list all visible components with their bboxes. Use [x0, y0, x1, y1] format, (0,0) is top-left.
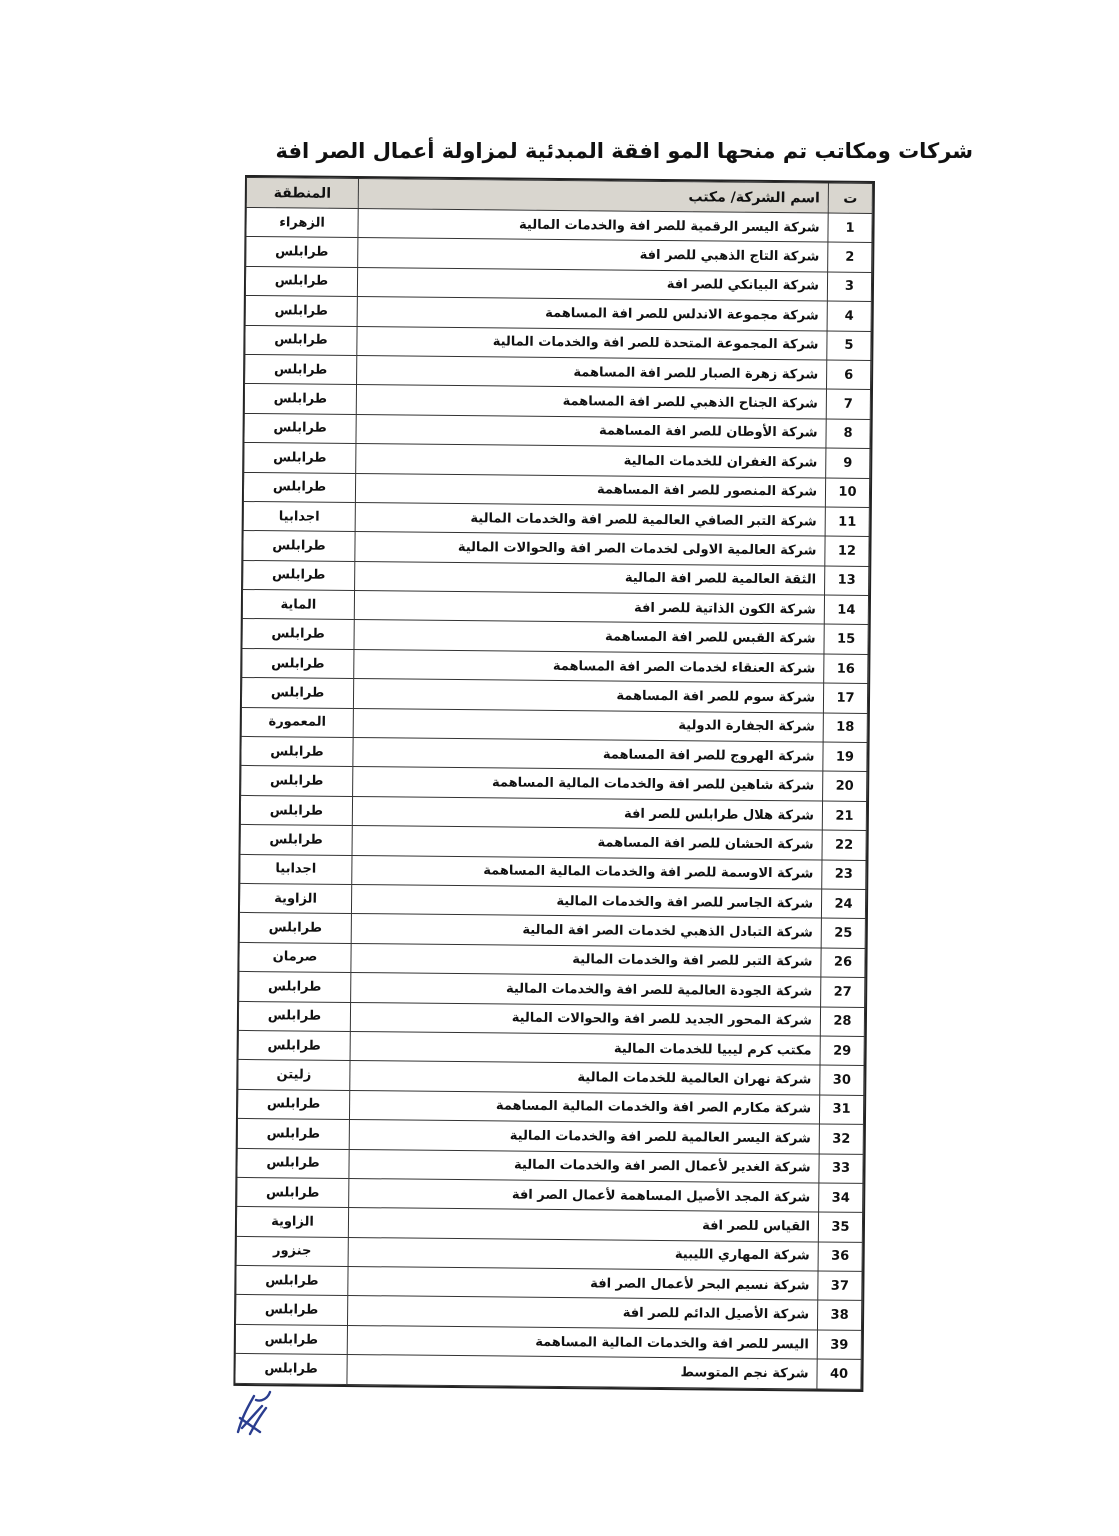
companies-table-frame: [233, 175, 875, 1392]
row-number: 10: [825, 478, 869, 508]
header-company-name: اسم الشركة/ مكتب: [358, 179, 828, 214]
region-name: طرابلس: [238, 1030, 350, 1060]
company-name: شركة مكارم الصر افة والخدمات المالية المساهمة: [349, 1090, 819, 1124]
row-number: 26: [821, 948, 865, 978]
row-number: 5: [827, 331, 871, 361]
row-number: 17: [823, 683, 867, 713]
signature-mark: [232, 1388, 274, 1438]
row-number: 9: [826, 448, 870, 478]
region-name: طرابلس: [235, 1295, 347, 1325]
company-name: شركة نهران العالمية للخدمات المالية: [350, 1061, 820, 1095]
row-number: 21: [822, 801, 866, 831]
company-name: شركة هلال طرابلس للصر افة: [352, 796, 822, 830]
table-body: [235, 207, 872, 1389]
company-name: شركة الجناح الذهبي للصر افة المساهمة: [356, 385, 826, 419]
region-name: الماية: [242, 590, 354, 620]
header-number: ت: [828, 183, 872, 213]
region-name: طرابلس: [237, 1148, 349, 1178]
row-number: 24: [821, 889, 865, 919]
company-name: شركة التبر للصر افة والخدمات المالية: [351, 943, 821, 977]
region-name: طرابلس: [245, 266, 357, 296]
row-number: 30: [820, 1065, 864, 1095]
region-name: طرابلس: [243, 531, 355, 561]
companies-table: [234, 177, 873, 1390]
page-title: شركات ومكاتب تم منحها المو افقة المبدئية لمزاولة أعمال الصر افة: [275, 139, 973, 163]
row-number: 36: [818, 1242, 862, 1272]
region-name: زليتن: [238, 1060, 350, 1090]
region-name: طرابلس: [239, 972, 351, 1002]
region-name: اجدابيا: [240, 854, 352, 884]
region-name: طرابلس: [241, 736, 353, 766]
company-name: شركة التاج الذهبي للصر افة: [358, 238, 828, 272]
company-name: شركة القبس للصر افة المساهمة: [354, 620, 824, 654]
region-name: طرابلس: [235, 1324, 347, 1354]
row-number: 11: [825, 507, 869, 537]
company-name: شركة المجد الأصيل المساهمة لأعمال الصر افة: [349, 1178, 819, 1212]
region-name: طرابلس: [245, 354, 357, 384]
company-name: القياس للصر افة: [348, 1208, 818, 1242]
region-name: الزاوية: [239, 883, 351, 913]
row-number: 4: [827, 301, 871, 331]
company-name: شركة زهرة الصبار للصر افة المساهمة: [357, 355, 827, 389]
region-name: طرابلس: [244, 413, 356, 443]
company-name: اليسر للصر افة والخدمات المالية المساهمة: [347, 1325, 817, 1359]
header-region: المنطقة: [246, 177, 358, 208]
company-name: شركة المحور الجديد للصر افة والحوالات المالية: [350, 1002, 820, 1036]
company-name: شركة الهروج للصر افة المساهمة: [353, 738, 823, 772]
company-name: شركة الحشان للصر افة المساهمة: [352, 826, 822, 860]
company-name: مكتب كرم ليبيا للخدمات المالية: [350, 1031, 820, 1065]
company-name: شركة المنصور للصر افة المساهمة: [355, 473, 825, 507]
company-name: الثقة العالمية للصر افة المالية: [355, 561, 825, 595]
row-number: 12: [825, 536, 869, 566]
company-name: شركة الجاسر للصر افة والخدمات المالية: [351, 884, 821, 918]
row-number: 7: [826, 389, 870, 419]
row-number: 40: [817, 1359, 861, 1389]
region-name: الزاوية: [236, 1207, 348, 1237]
company-name: شركة الجودة العالمية للصر افة والخدمات المالية: [351, 973, 821, 1007]
region-name: صرمان: [239, 942, 351, 972]
row-number: 2: [828, 242, 872, 272]
region-name: طرابلس: [242, 619, 354, 649]
row-number: 33: [819, 1154, 863, 1184]
region-name: جنزور: [236, 1236, 348, 1266]
company-name: شركة الكون الذاتية للصر افة: [354, 591, 824, 625]
company-name: شركة الاوسمة للصر افة والخدمات المالية المساهمة: [352, 855, 822, 889]
company-name: شركة المهاري الليبية: [348, 1237, 818, 1271]
region-name: طرابلس: [235, 1354, 347, 1384]
company-name: شركة نسيم البحر لأعمال الصر افة: [348, 1267, 818, 1301]
company-name: شركة التبر الصافي العالمية للصر افة والخدمات المالية: [355, 502, 825, 536]
company-name: شركة اليسر الرقمية للصر افة والخدمات المالية: [358, 209, 828, 243]
company-name: شركة التبادل الذهبي لخدمات الصر افة المالية: [351, 914, 821, 948]
company-name: شركة نجم المتوسط: [347, 1355, 817, 1389]
region-name: طرابلس: [237, 1089, 349, 1119]
region-name: طرابلس: [238, 1001, 350, 1031]
company-name: شركة الأصيل الدائم للصر افة: [347, 1296, 817, 1330]
region-name: طرابلس: [237, 1119, 349, 1149]
row-number: 28: [820, 1007, 864, 1037]
region-name: طرابلس: [240, 795, 352, 825]
region-name: طرابلس: [244, 384, 356, 414]
company-name: شركة الأوطان للصر افة المساهمة: [356, 414, 826, 448]
company-name: شركة البيانكي للصر افة: [357, 267, 827, 301]
row-number: 8: [826, 419, 870, 449]
region-name: طرابلس: [245, 325, 357, 355]
region-name: طرابلس: [241, 766, 353, 796]
company-name: شركة شاهين للصر افة والخدمات المالية المساهمة: [353, 767, 823, 801]
region-name: طرابلس: [243, 560, 355, 590]
row-number: 22: [822, 830, 866, 860]
company-name: شركة الغفران للخدمات المالية: [356, 444, 826, 478]
row-number: 3: [827, 272, 871, 302]
row-number: 34: [819, 1183, 863, 1213]
row-number: 35: [818, 1212, 862, 1242]
company-name: شركة العنقاء لخدمات الصر افة المساهمة: [354, 649, 824, 683]
region-name: طرابلس: [241, 678, 353, 708]
company-name: شركة الغدير لأعمال الصر افة والخدمات المالية: [349, 1149, 819, 1183]
region-name: طرابلس: [239, 913, 351, 943]
row-number: 25: [821, 918, 865, 948]
row-number: 32: [819, 1124, 863, 1154]
region-name: طرابلس: [246, 237, 358, 267]
row-number: 38: [817, 1300, 861, 1330]
row-number: 20: [823, 771, 867, 801]
row-number: 13: [825, 566, 869, 596]
region-name: طرابلس: [236, 1265, 348, 1295]
row-number: 14: [824, 595, 868, 625]
row-number: 16: [824, 654, 868, 684]
row-number: 15: [824, 625, 868, 655]
region-name: طرابلس: [240, 825, 352, 855]
region-name: طرابلس: [243, 472, 355, 502]
region-name: اجدابيا: [243, 501, 355, 531]
company-name: شركة سوم للصر افة المساهمة: [353, 679, 823, 713]
region-name: طرابلس: [244, 443, 356, 473]
row-number: 19: [823, 742, 867, 772]
region-name: طرابلس: [242, 648, 354, 678]
row-number: 37: [818, 1271, 862, 1301]
row-number: 18: [823, 713, 867, 743]
row-number: 23: [822, 860, 866, 890]
company-name: شركة مجموعة الاندلس للصر افة المساهمة: [357, 297, 827, 331]
row-number: 39: [817, 1330, 861, 1360]
table-row: [235, 1354, 861, 1389]
region-name: المعمورة: [241, 707, 353, 737]
row-number: 29: [820, 1036, 864, 1066]
row-number: 27: [821, 977, 865, 1007]
row-number: 1: [828, 213, 872, 243]
region-name: طرابلس: [245, 296, 357, 326]
company-name: شركة الجفارة الدولية: [353, 708, 823, 742]
company-name: شركة العالمية الاولى لخدمات الصر افة والحوالات المالية: [355, 532, 825, 566]
row-number: 31: [819, 1095, 863, 1125]
company-name: شركة اليسر العالمية للصر افة والخدمات المالية: [349, 1120, 819, 1154]
region-name: طرابلس: [237, 1177, 349, 1207]
row-number: 6: [826, 360, 870, 390]
region-name: الزهراء: [246, 207, 358, 237]
company-name: شركة المجموعة المتحدة للصر افة والخدمات المالية: [357, 326, 827, 360]
